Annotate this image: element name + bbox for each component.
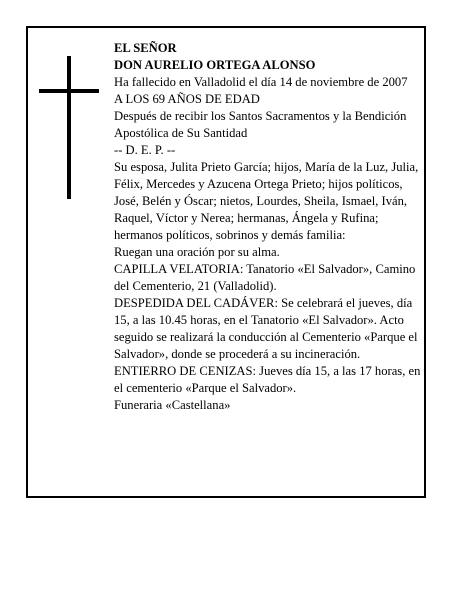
death-info: Ha fallecido en Valladolid el día 14 de noviembre de 2007 <box>114 75 408 89</box>
family: Su esposa, Julita Prieto García; hijos, María de la Luz, Julia, Félix, Mercedes y Azucena Ortega Prieto; hijos políticos, José, Belén y Óscar; nietos, Lourdes, Sheila, Ismael, Iván, Raquel, Víctor y Nerea; hermanas, Ángela y Rufina; hermanos políticos, sobrinos y demás familia: <box>114 160 419 242</box>
farewell: DESPEDIDA DEL CADÁVER: Se celebrará el jueves, día 15, a las 10.45 horas, en el Tanatorio «El Salvador». Acto seguido se realizará la conducción al Cementerio «Parque el Salvador», donde se procederá a su incineración. <box>114 296 418 361</box>
cross-icon <box>67 56 71 199</box>
deceased-name: DON AURELIO ORTEGA ALONSO <box>114 58 316 72</box>
funeral-home: Funeraria «Castellana» <box>114 398 231 412</box>
ashes-burial: ENTIERRO DE CENIZAS: Jueves día 15, a las 17 horas, en el cementerio «Parque el Salvador». <box>114 364 421 395</box>
notice-text <box>114 40 422 414</box>
rip: -- D. E. P. -- <box>114 143 176 157</box>
title: EL SEÑOR <box>114 41 177 55</box>
cross-icon-bar <box>39 89 99 93</box>
prayer: Ruegan una oración por su alma. <box>114 245 280 259</box>
age: A LOS 69 AÑOS DE EDAD <box>114 92 260 106</box>
obituary-notice <box>26 26 426 498</box>
sacraments: Después de recibir los Santos Sacramentos y la Bendición Apostólica de Su Santidad <box>114 109 407 140</box>
chapel: CAPILLA VELATORIA: Tanatorio «El Salvador», Camino del Cementerio, 21 (Valladolid). <box>114 262 416 293</box>
